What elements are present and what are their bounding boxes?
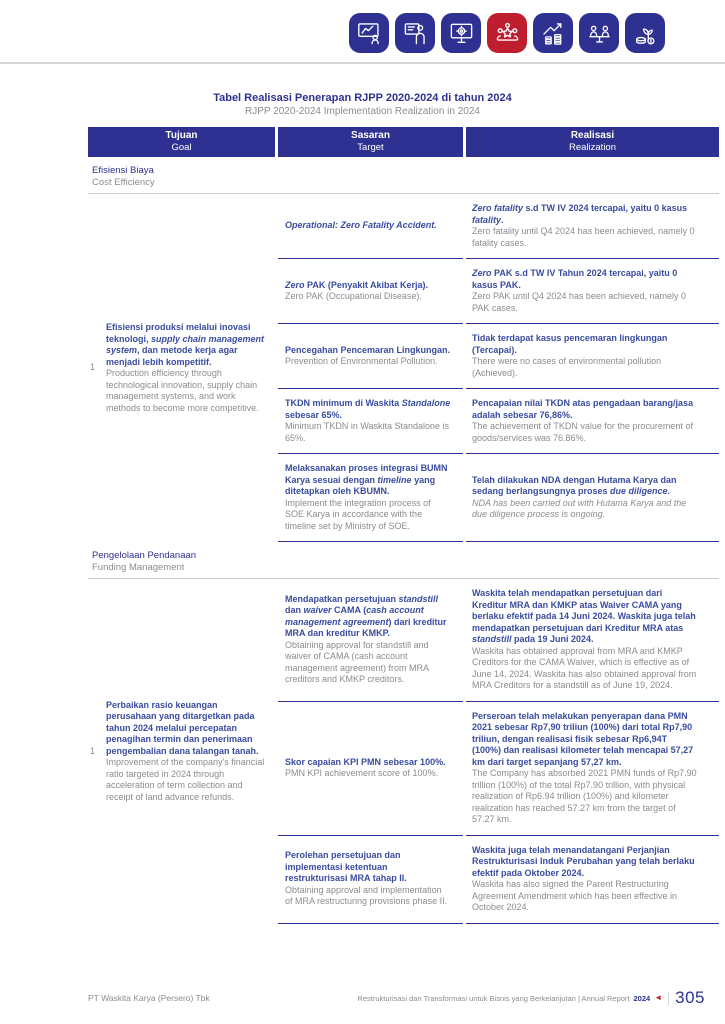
target-cell: Mendapatkan persetujuan standstill dan waiver CAMA (cash account management agreement) dari kreditur MRA dan kreditur KMKP. Obtaining approval for standstill and waiver of CAMA (cash account management agreement) from MRA creditors and KMKP creditors. xyxy=(278,579,463,702)
target-cell: Pencegahan Pencemaran Lingkungan. Prevention of Environmental Pollution. xyxy=(278,324,463,389)
footer-report-title: Restrukturisasi dan Transformasi untuk Bisnis yang Berkelanjutan | Annual Report xyxy=(357,993,630,1003)
table-row xyxy=(88,194,719,259)
goal-cell xyxy=(88,579,275,924)
realization-cell: Zero fatality s.d TW IV 2024 tercapai, yaitu 0 kasus fatality. Zero fatality until Q4 2024 has been achieved, namely 0 fatality cases. xyxy=(466,194,719,259)
column-header-goal: Tujuan Goal xyxy=(88,127,275,157)
target-cell: Zero PAK (Penyakit Akibat Kerja). Zero PAK (Occupational Disease). xyxy=(278,259,463,324)
page-title: Tabel Realisasi Penerapan RJPP 2020-2024 di tahun 2024 xyxy=(213,92,512,104)
target-cell: Perolehan persetujuan dan implementasi ketentuan restrukturisasi MRA tahap II. Obtaining approval and implementation of MRA restructuring provisions phase II. xyxy=(278,836,463,924)
target-cell: Operational: Zero Fatality Accident. xyxy=(278,194,463,259)
realization-cell: Tidak terdapat kasus pencemaran lingkungan (Tercapai). There were no cases of environmental pollution (Achieved). xyxy=(466,324,719,389)
left-triangle-icon: ◄ xyxy=(654,993,663,1002)
section-header-cost-efficiency xyxy=(88,157,719,194)
goal-cell xyxy=(88,194,275,542)
speaker-presentation-icon[interactable] xyxy=(395,13,435,53)
realization-cell: Waskita telah mendapatkan persetujuan dari Kreditur MRA dan KMKP atas Waiver CAMA yang berlaku efektif pada 14 Juni 2024. Waskita juga telah mendapatkan persetujuan dari Kreditur MRA atas standstill pada 19 Juni 2024. Waskita has obtained approval from MRA and KMKP Creditors for the CAMA Waiver, which is effective as of June 14, 2024. Waskita has also obtained approval from MRA Creditors for a standstill as of June 19, 2024. xyxy=(466,579,719,702)
page-subtitle: RJPP 2020-2024 Implementation Realization in 2024 xyxy=(245,106,480,117)
page-number: 305 xyxy=(675,988,705,1007)
realization-cell: Waskita juga telah menandatangani Perjanjian Restrukturisasi Induk Perubahan yang telah berlaku efektif pada Oktober 2024. Waskita has also signed the Parent Restructuring Agreement Amendment which has been effective in October 2024. xyxy=(466,836,719,924)
chapter-icon-bar xyxy=(0,0,725,62)
goal-text-id: Perbaikan rasio keuangan perusahaan yang ditargetkan pada tahun 2024 melalui percepatan penagihan termin dan penerimaan pengembalian dana talangan tanah. xyxy=(106,699,259,756)
realization-cell: Zero PAK s.d TW IV Tahun 2024 tercapai, yaitu 0 kasus PAK. Zero PAK until Q4 2024 has been achieved, namely 0 PAK cases. xyxy=(466,259,719,324)
plant-coins-icon[interactable] xyxy=(625,13,665,53)
realization-cell: Telah dilakukan NDA dengan Hutama Karya dan sedang berlangsungnya proses due diligence. NDA has been carried out with Hutama Karya and the due diligence process is ongoing. xyxy=(466,454,719,542)
meeting-table-icon[interactable] xyxy=(579,13,619,53)
header-divider xyxy=(0,62,725,64)
monitor-gear-icon[interactable] xyxy=(441,13,481,53)
team-star-icon[interactable] xyxy=(487,13,527,53)
section-label-id: Pengelolaan Pendanaan xyxy=(92,550,197,561)
target-cell: TKDN minimum di Waskita Standalone sebesar 65%. Minimum TKDN in Waskita Standalone is 65%. xyxy=(278,389,463,454)
goal-number: 1 xyxy=(90,745,96,756)
goal-text-en: Production efficiency through technological innovation, supply chain management systems, and work methods to become more competitive. xyxy=(106,368,259,413)
target-cell: Melaksanakan proses integrasi BUMN Karya sesuai dengan timeline yang ditetapkan oleh KBUMN. Implement the integration process of SOE Karya in accordance with the timeline set by Ministry of SOE. xyxy=(278,454,463,542)
presentation-chart-icon[interactable] xyxy=(349,13,389,53)
column-header-realization: Realisasi Realization xyxy=(466,127,719,157)
footer-separator xyxy=(668,992,669,1005)
growth-coins-icon[interactable] xyxy=(533,13,573,53)
goal-text-en: Improvement of the company's financial ratio targeted in 2024 through acceleration of term collection and receipt of land advance refunds. xyxy=(106,757,265,802)
footer-company: PT Waskita Karya (Persero) Tbk xyxy=(88,993,210,1003)
rjpp-realization-table xyxy=(85,127,722,924)
section-header-funding-management xyxy=(88,542,719,579)
section-label-id: Efisiensi Biaya xyxy=(92,165,154,176)
goal-number: 1 xyxy=(90,362,96,373)
target-cell: Skor capaian KPI PMN sebesar 100%. PMN KPI achievement score of 100%. xyxy=(278,702,463,836)
page-footer xyxy=(0,988,725,1008)
realization-cell: Pencapaian nilai TKDN atas pengadaan barang/jasa adalah sebesar 76,86%. The achievement of TKDN value for the procurement of goods/services was 76.86%. xyxy=(466,389,719,454)
goal-text-id: Efisiensi produksi melalui inovasi teknologi, supply chain management system, dan metode kerja agar menjadi lebih kompetitif. xyxy=(106,322,265,367)
realization-cell: Perseroan telah melakukan penyerapan dana PMN 2021 sebesar Rp7,90 triliun (100%) dari total Rp7,90 triliun, dengan realisasi fisik sebesar Rp6,94T (100%) dan realisasi kilometer telah mencapai 57,27 km dari target sepanjang 57,27 km. The Company has absorbed 2021 PMN funds of Rp7.90 trillion (100%) of the total Rp7.90 trillion, with physical realization of Rp6.94 trillion (100%) and kilometer realization has reached 57.27 km from the target of 57.27 km. xyxy=(466,702,719,836)
column-header-target: Sasaran Target xyxy=(278,127,463,157)
section-label-en: Cost Efficiency xyxy=(92,176,155,188)
section-label-en: Funding Management xyxy=(92,561,185,573)
table-row xyxy=(88,579,719,702)
footer-year: 2024 xyxy=(633,993,651,1003)
